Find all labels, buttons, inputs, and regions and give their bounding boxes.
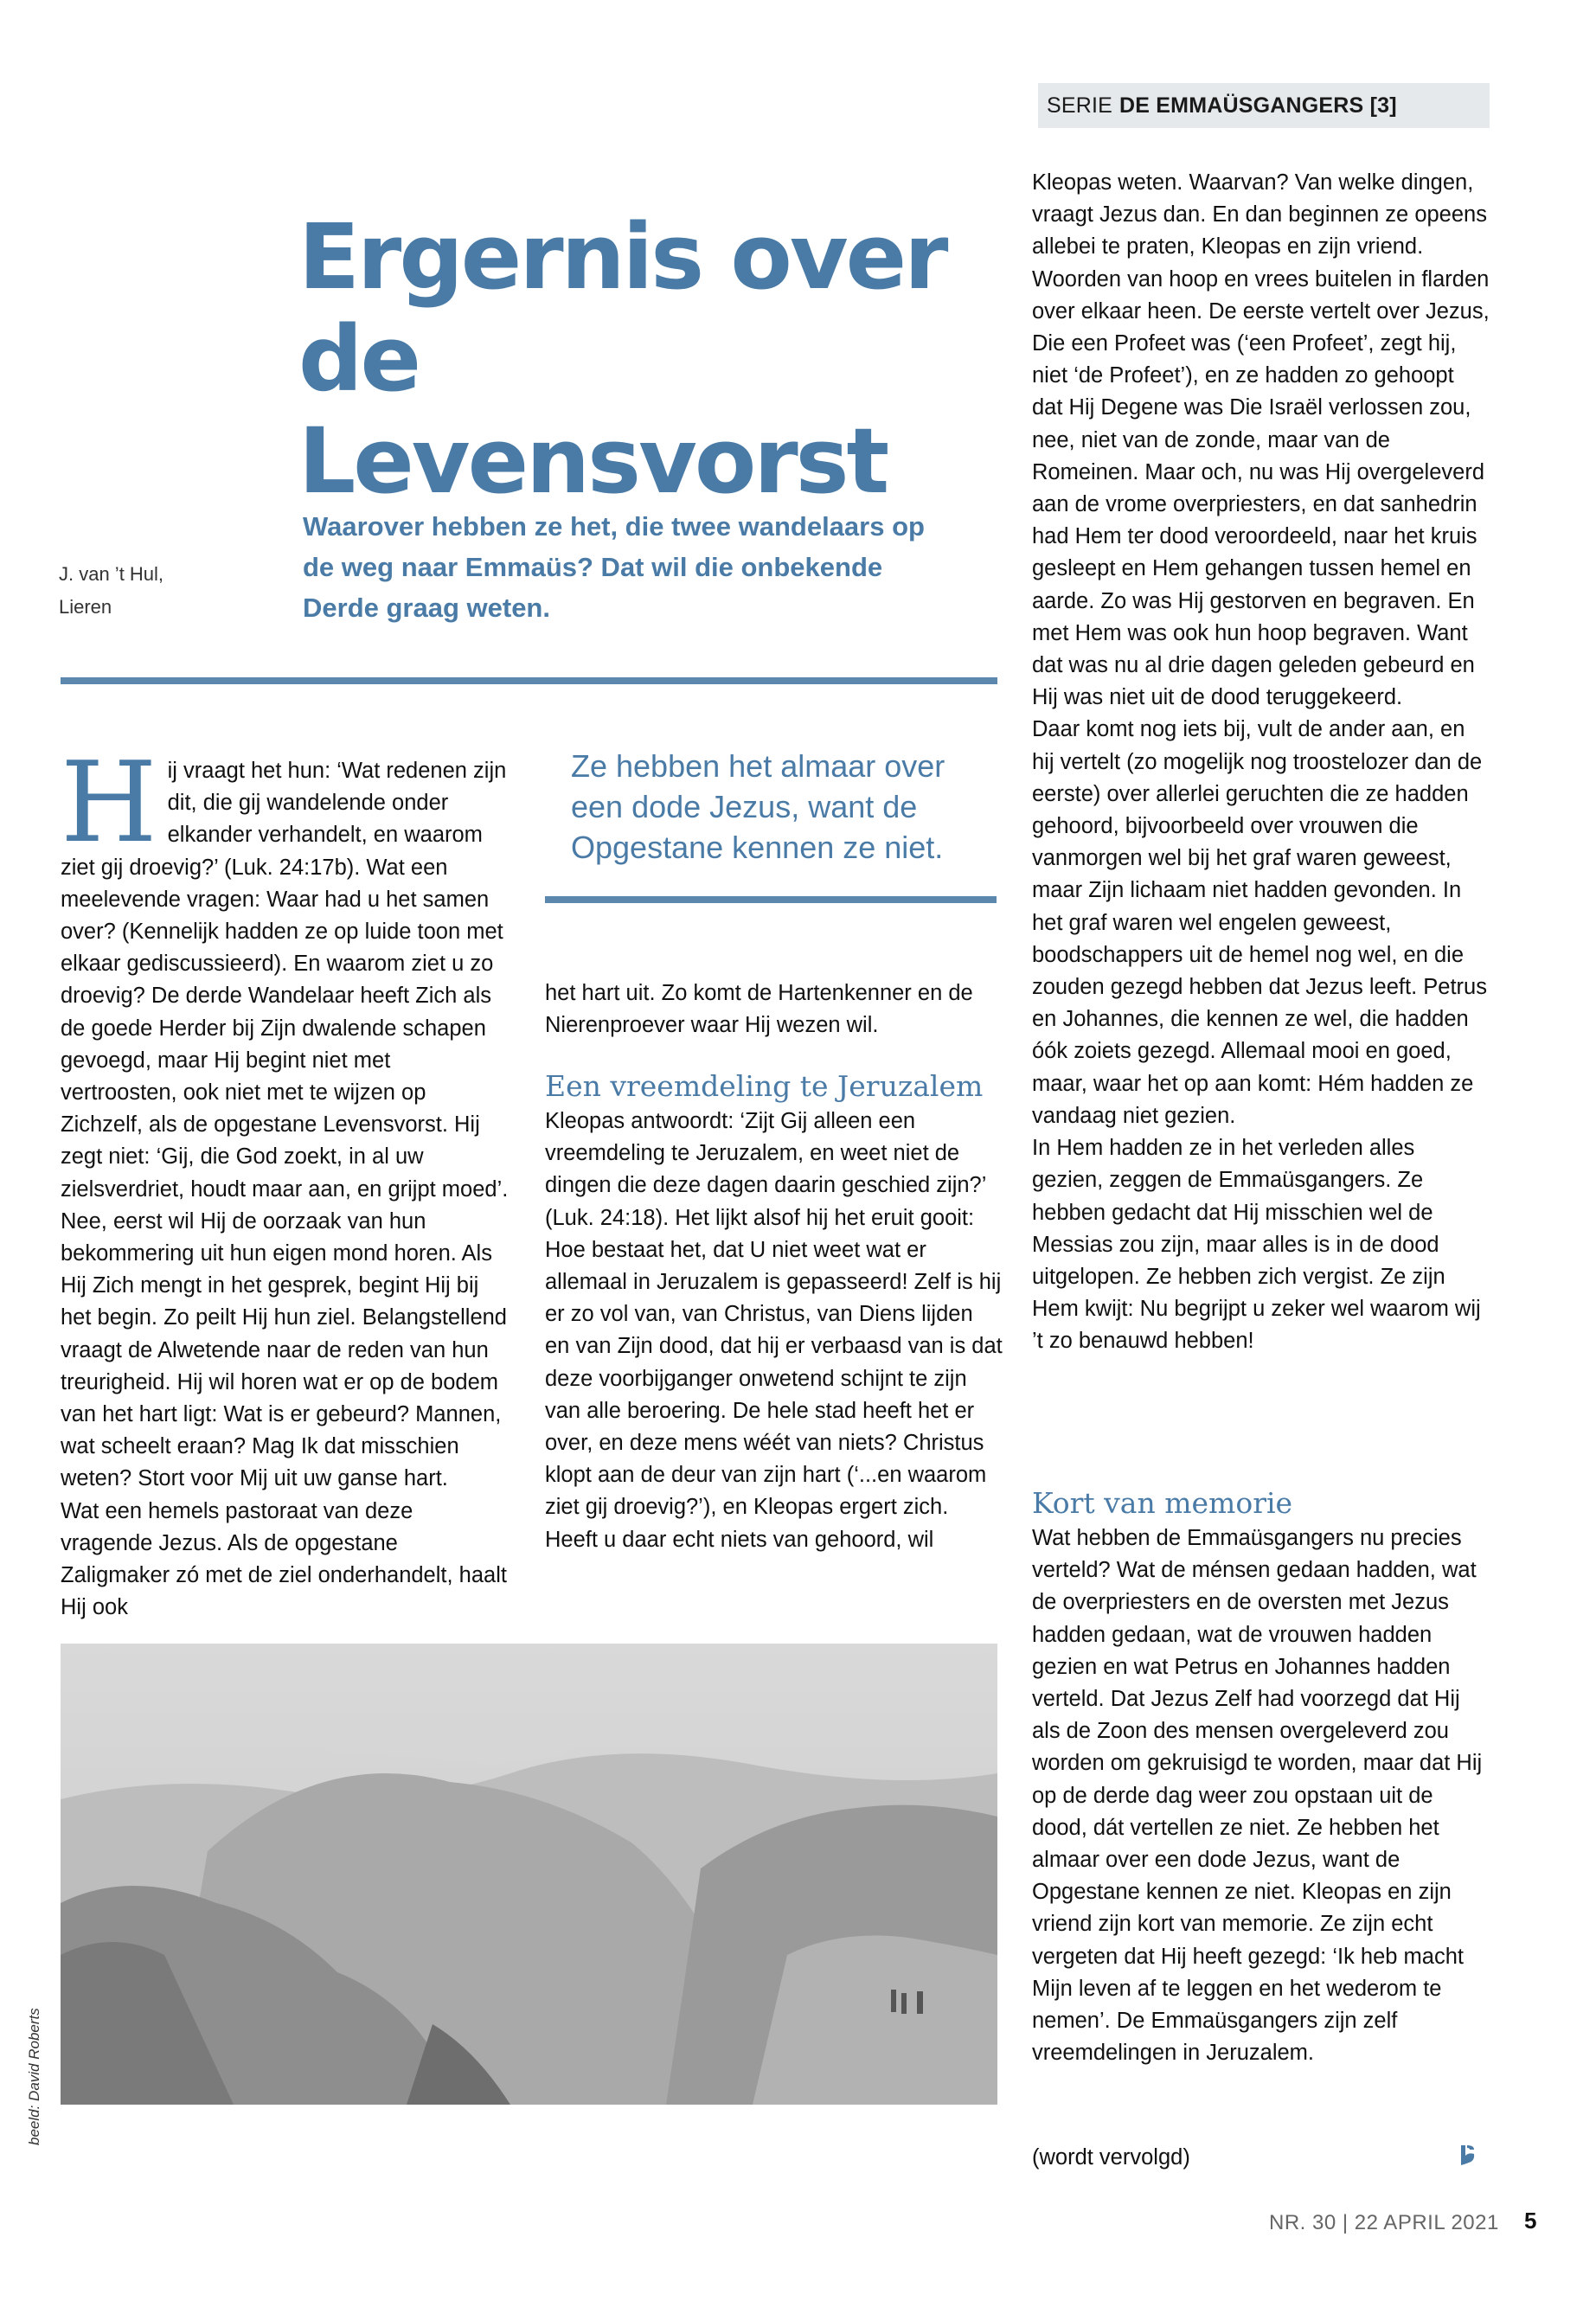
article-intro: Waarover hebben ze het, die twee wandelaars op de weg naar Emmaüs? Dat wil die onbekende Derde graag weten. [303,511,925,623]
body-paragraph: Heeft u daar echt niets van gehoord, wil [545,1527,934,1552]
body-paragraph: Wat hebben de Emmaüsgangers nu precies verteld? Wat de ménsen gedaan hadden, wat de overpriesters en de oversten met Jezus hadden gedaan, wat de vrouwen hadden gezien en wat Petrus en Johannes hadden verteld. Dat Jezus Zelf had voorzegd dat Hij als de Zoon des mensen overgeleverd zou worden om gekruisigd te worden, maar dat Hij op de derde dag weer zou opstaan uit de dood, dát vertellen ze niet. Ze hebben het almaar over een dode Jezus, want de Opgestane kennen ze niet. Kleopas en zijn vriend zijn kort van memorie. Ze zijn echt vergeten dat Hij heeft gezegd: ‘Ik heb macht Mijn leven af te leggen en het wederom te nemen’. De Emmaüsgangers zijn zelf vreemdelingen in Jeruzalem. [1032,1526,1483,2066]
end-mark-icon [1460,2144,1476,2166]
subheading: Kort van memorie [1032,1486,1293,1520]
pull-quote: Ze hebben het almaar over een dode Jezus, want de Opgestane kennen ze niet. [571,748,945,865]
author-byline [59,558,232,624]
series-tag [1038,83,1490,128]
body-column-3 [1032,167,1490,1358]
page-number: 5 [1524,2208,1537,2234]
article-title [298,206,1008,512]
continued-note: (wordt vervolgd) [1032,2145,1190,2170]
series-prefix: SERIE [1047,93,1113,118]
body-column-2-continuation: het hart uit. Zo komt de Hartenkenner en de Nierenproever waar Hij wezen wil. [545,981,973,1038]
subheading: Een vreemdeling te Jeruzalem [545,1069,984,1103]
image-credit: beeld: David Roberts [26,2008,42,2145]
article-illustration [61,1644,997,2105]
body-paragraph: Hij vraagt het hun: ‘Wat redenen zijn dit, die gij wandelende onder elkander verhandelt, en waarom ziet gij droevig?’ (Luk. 24:17b). Wat een meelevende vragen: Waar had u het samen over? (Kennelijk hadden ze op luide toon met elkaar gediscussieerd). En waarom ziet u zo droevig? De derde Wandelaar heeft Zich als de goede Herder bij Zijn dwalende schapen gevoegd, maar Hij begint niet met vertroosten, ook niet met te wijzen op Zichzelf, als de opgestane Levensvorst. Hij zegt niet: ‘Gij, die God zoekt, in al uw zielsverdriet, houdt maar aan, en grijpt moed’. Nee, eerst wil Hij de oorzaak van hun bekommering uit hun eigen mond horen. Als Hij Zich mengt in het gesprek, begint Hij bij het begin. Zo peilt Hij hun ziel. Belangstellend vraagt de Alwetende naar de reden van hun treurigheid. Hij wil horen wat er op de bodem van het hart ligt: Wat is er gebeurd? Mannen, wat scheelt eraan? Mag Ik dat misschien weten? Stort voor Mij uit uw ganse hart. [61,739,509,1491]
body-paragraph: Kleopas weten. Waarvan? Van welke dingen, vraagt Jezus dan. En dan beginnen ze opeens allebei te praten, Kleopas en zijn vriend. Woorden van hoop en vrees buitelen in flarden over elkaar heen. De eerste vertelt over Jezus, Die een Profeet was (‘een Profeet’, zegt hij, niet ‘de Profeet’), en ze hadden zo gehoopt dat Hij Degene was Die Israël verlossen zou, nee, niet van de zonde, maar van de Romeinen. Maar och, nu was Hij overgeleverd aan de vrome overpriesters, en dat sanhedrin had Hem ter dood veroordeeld, naar het kruis gesleept en Hem gehangen tussen hemel en aarde. Zo was Hij gestorven en begraven. En met Hem was ook hun hoop begraven. Want dat was nu al drie dagen geleden gebeurd en Hij was niet uit de dood teruggekeerd. [1032,170,1490,710]
body-paragraph: In Hem hadden ze in het verleden alles gezien, zeggen de Emmaüsgangers. Ze hebben gedacht dat Hij misschien wel de Messias zou zijn, maar alles is in de dood uitgelopen. Ze hebben zich vergist. Ze zijn Hem kwijt: Nu begrijpt u zeker wel waarom wij ’t zo benauwd hebben! [1032,1136,1481,1354]
body-column-3-section [1032,1488,1490,2069]
issue-info: NR. 30 | 22 APRIL 2021 [1269,2211,1499,2234]
author-place: Lieren [59,596,112,618]
body-column-1 [61,739,510,1624]
drop-cap: H [61,739,157,868]
series-name: DE EMMAÜSGANGERS [3] [1119,93,1397,118]
body-paragraph: Wat een hemels pastoraat van deze vragende Jezus. Als de opgestane Zaligmaker zó met de ziel onderhandelt, haalt Hij ook [61,1498,507,1620]
landscape-engraving [61,1644,997,2105]
pull-quote-divider [545,896,997,903]
title-line-2: de Levensvorst [298,306,888,514]
body-paragraph: Kleopas antwoordt: ‘Zijt Gij alleen een vreemdeling te Jeruzalem, en weet niet de dingen die deze dagen daarin geschied zijn?’ (Luk. 24:18). Het lijkt alsof hij het eruit gooit: Hoe bestaat het, dat U niet weet wat er allemaal in Jeruzalem is gepasseerd! Zelf is hij er zo vol van, van Christus, van Diens lijden en van Zijn dood, dat hij er verbaasd van is dat deze voorbijganger onwetend schijnt te zijn van alle beroering. De hele stad heeft het er over, en deze mens wéét van niets? Christus klopt aan de deur van zijn hart (‘...en waarom ziet gij droevig?’), en Kleopas ergert zich. [545,1109,1003,1520]
body-column-2 [545,1071,1003,1556]
title-line-1: Ergernis over [298,204,946,310]
section-divider [61,677,997,684]
body-paragraph: Daar komt nog iets bij, vult de ander aan, en hij vertelt (zo mogelijk nog troostelozer dan de eerste) over allerlei geruchten die ze hadden gehoord, bijvoorbeeld over vrouwen die vanmorgen wel bij het graf waren geweest, maar Zijn lichaam niet hadden gevonden. In het graf waren wel engelen geweest, boodschappers uit de hemel nog wel, en die zouden gezegd hebben dat Jezus leeft. Petrus en Johannes, die kennen ze wel, die hadden óók zoiets gezegd. Allemaal mooi en goed, maar, waar het op aan komt: Hém hadden ze vandaag niet gezien. [1032,717,1487,1128]
author-name: J. van ’t Hul, [59,563,164,585]
